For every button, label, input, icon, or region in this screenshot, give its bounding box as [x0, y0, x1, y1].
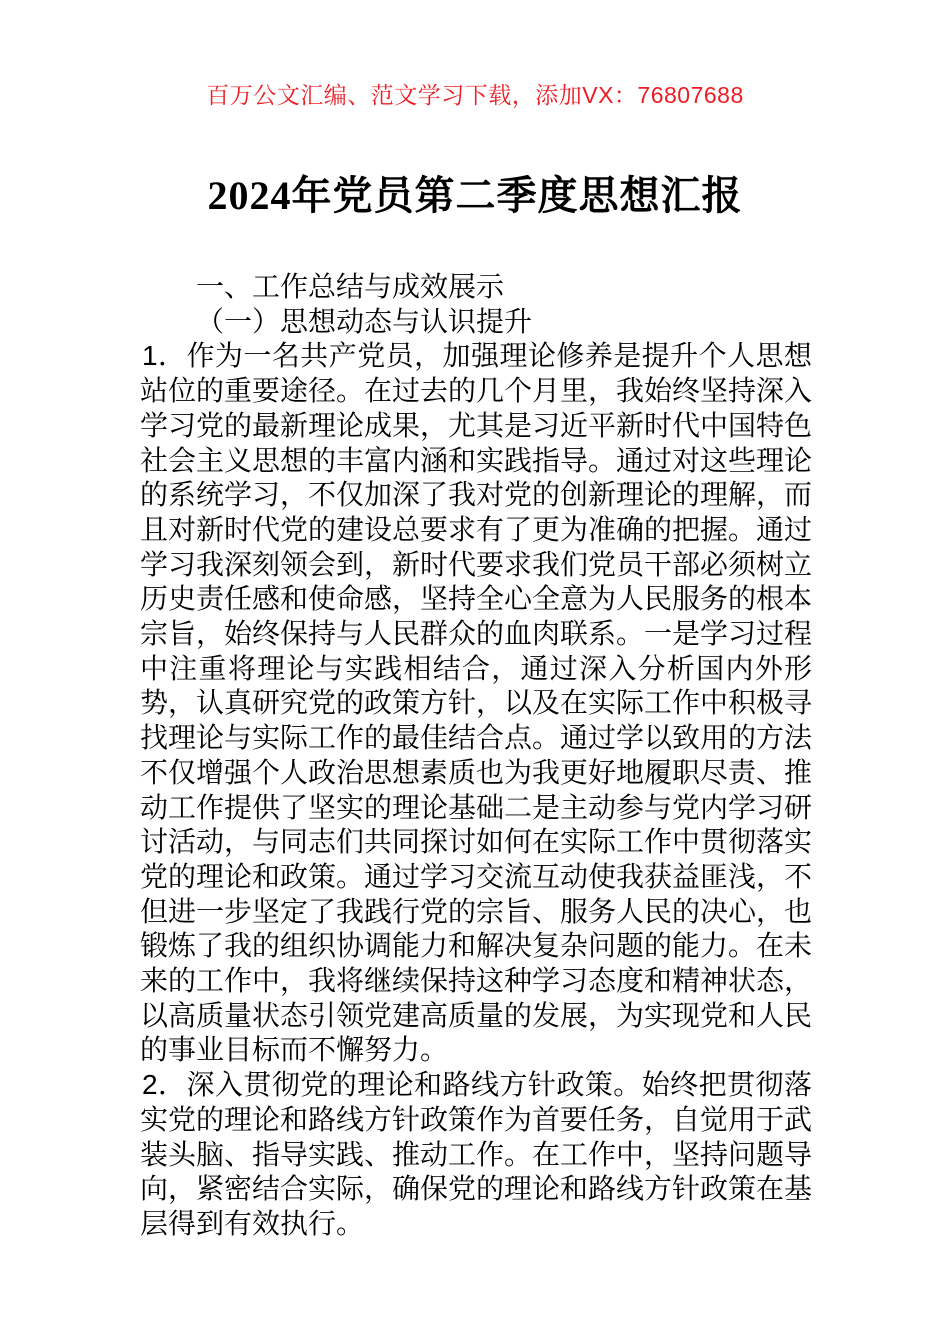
- body-paragraph-1: 1．作为一名共产党员，加强理论修养是提升个人思想站位的重要途径。在过去的几个月里，我始终坚持深入学习党的最新理论成果，尤其是习近平新时代中国特色社会主义思想的丰富内涵和实践指导。通过对这些理论的系统学习，不仅加深了我对党的创新理论的理解，而且对新时代党的建设总要求有了更为准确的把握。通过学习我深刻领会到，新时代要求我们党员干部必须树立历史责任感和使命感，坚持全心全意为人民服务的根本宗旨，始终保持与人民群众的血肉联系。一是学习过程中注重将理论与实践相结合，通过深入分析国内外形势，认真研究党的政策方针，以及在实际工作中积极寻找理论与实际工作的最佳结合点。通过学以致用的方法不仅增强个人政治思想素质也为我更好地履职尽责、推动工作提供了坚实的理论基础二是主动参与党内学习研讨活动，与同志们共同探讨如何在实际工作中贯彻落实党的理论和政策。通过学习交流互动使我获益匪浅，不但进一步坚定了我践行党的宗旨、服务人民的决心，也锻炼了我的组织协调能力和解决复杂问题的能力。在未来的工作中，我将继续保持这种学习态度和精神状态，以高质量状态引领党建高质量的发展，为实现党和人民的事业目标而不懈努力。: [140, 340, 813, 1066]
- subsection-heading: （一）思想动态与认识提升: [196, 305, 533, 337]
- promo-banner: 百万公文汇编、范文学习下载，添加VX：76807688: [206, 82, 744, 108]
- document-title: 2024年党员第二季度思想汇报: [207, 173, 743, 218]
- body-paragraph-2: 2．深入贯彻党的理论和路线方针政策。始终把贯彻落实党的理论和路线方针政策作为首要任务，自觉用于武装头脑、指导实践、推动工作。在工作中，坚持问题导向，紧密结合实际，确保党的理论和路线方针政策在基层得到有效执行。: [140, 1069, 813, 1239]
- section-heading: 一、工作总结与成效展示: [196, 271, 505, 302]
- document-body: [140, 270, 812, 1242]
